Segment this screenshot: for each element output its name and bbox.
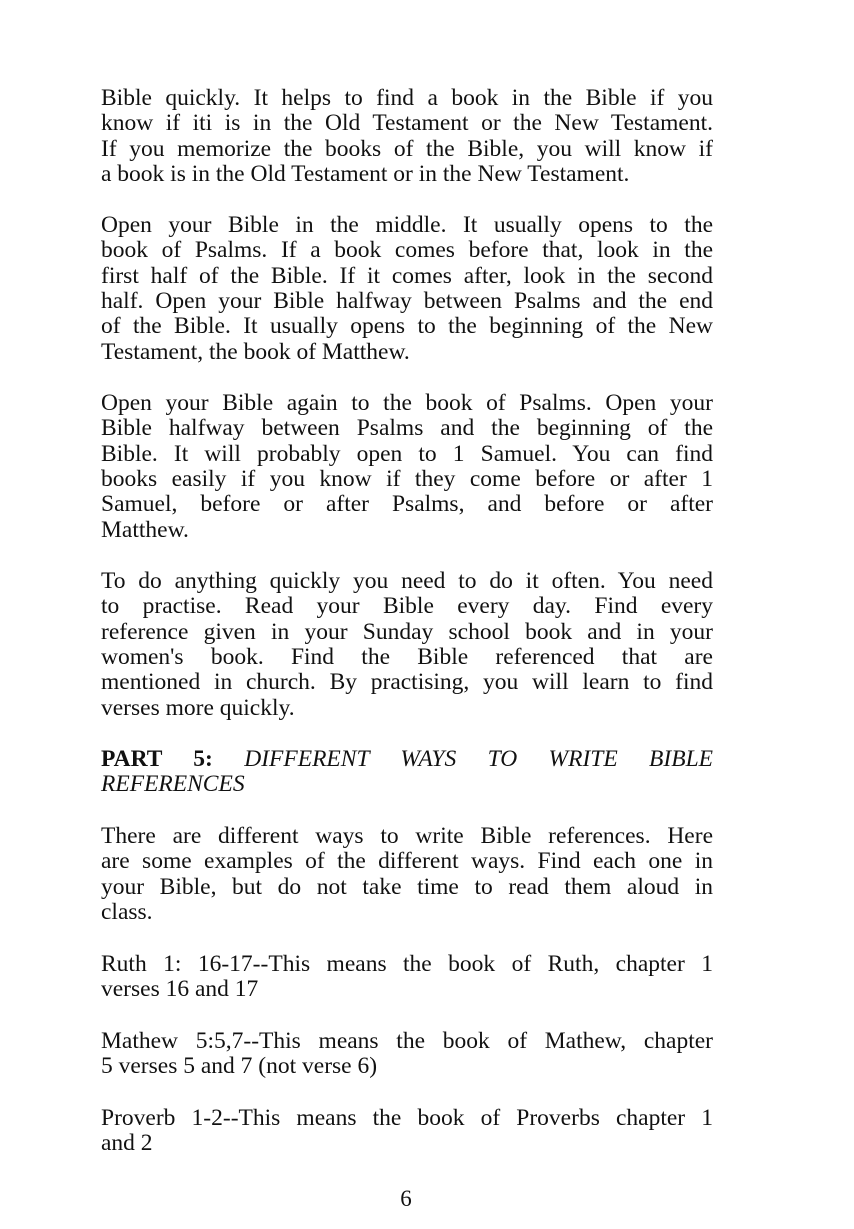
text-line: of the Bible. It usually opens to the beginning of the New — [101, 313, 713, 340]
text-line: Matthew. — [101, 516, 189, 543]
heading-title: DIFFERENT WAYS TO WRITE BIBLE — [244, 746, 713, 772]
text-line: class. — [101, 898, 153, 925]
text-line: Testament, the book of Matthew. — [101, 338, 410, 365]
text-line: Mathew 5:5,7--This means the book of Mathew, chapter — [101, 1028, 713, 1054]
text-line: verses more quickly. — [101, 694, 295, 721]
page-number: 6 — [400, 1186, 412, 1211]
text-line: and 2 — [101, 1130, 153, 1157]
text-line: Samuel, before or after Psalms, and before or after — [101, 491, 713, 518]
text-line: are some examples of the different ways. Find each one in — [101, 848, 713, 875]
text-line: to practise. Read your Bible every day. Find every — [101, 593, 713, 620]
text-line: Bible halfway between Psalms and the beginning of the — [101, 415, 713, 442]
text-line: first half of the Bible. If it comes after, look in the second — [101, 262, 713, 289]
text-line: Ruth 1: 16-17--This means the book of Ruth, chapter 1 — [101, 951, 713, 977]
text-line: Open your Bible in the middle. It usually opens to the — [101, 212, 713, 238]
text-line: Open your Bible again to the book of Psalms. Open your — [101, 390, 713, 416]
text-line: verses 16 and 17 — [101, 976, 259, 1003]
text-line: mentioned in church. By practising, you will learn to find — [101, 669, 713, 696]
text-line: 5 verses 5 and 7 (not verse 6) — [101, 1053, 378, 1080]
text-line: women's book. Find the Bible referenced that are — [101, 643, 713, 670]
text-line: Bible quickly. It helps to find a book in the Bible if you — [101, 85, 713, 111]
heading-part-label: PART 5: — [101, 746, 213, 772]
text-line: If you memorize the books of the Bible, you will know if — [101, 135, 713, 162]
text-line: There are different ways to write Bible references. Here — [101, 823, 713, 849]
section-heading — [101, 747, 713, 772]
text-line: Proverb 1-2--This means the book of Proverbs chapter 1 — [101, 1105, 713, 1131]
text-line: book of Psalms. If a book comes before that, look in the — [101, 237, 713, 264]
text-line: books easily if you know if they come before or after 1 — [101, 465, 713, 492]
text-line: Bible. It will probably open to 1 Samuel. You can find — [101, 440, 713, 467]
text-line: a book is in the Old Testament or in the New Testament. — [101, 160, 630, 187]
text-line: To do anything quickly you need to do it often. You need — [101, 568, 713, 594]
text-line: reference given in your Sunday school book and in your — [101, 618, 713, 645]
text-line: half. Open your Bible halfway between Psalms and the end — [101, 287, 713, 314]
text-line: know if iti is in the Old Testament or the New Testament. — [101, 110, 713, 137]
heading-title-continued: REFERENCES — [101, 771, 245, 797]
text-line: your Bible, but do not take time to read them aloud in — [101, 873, 713, 900]
